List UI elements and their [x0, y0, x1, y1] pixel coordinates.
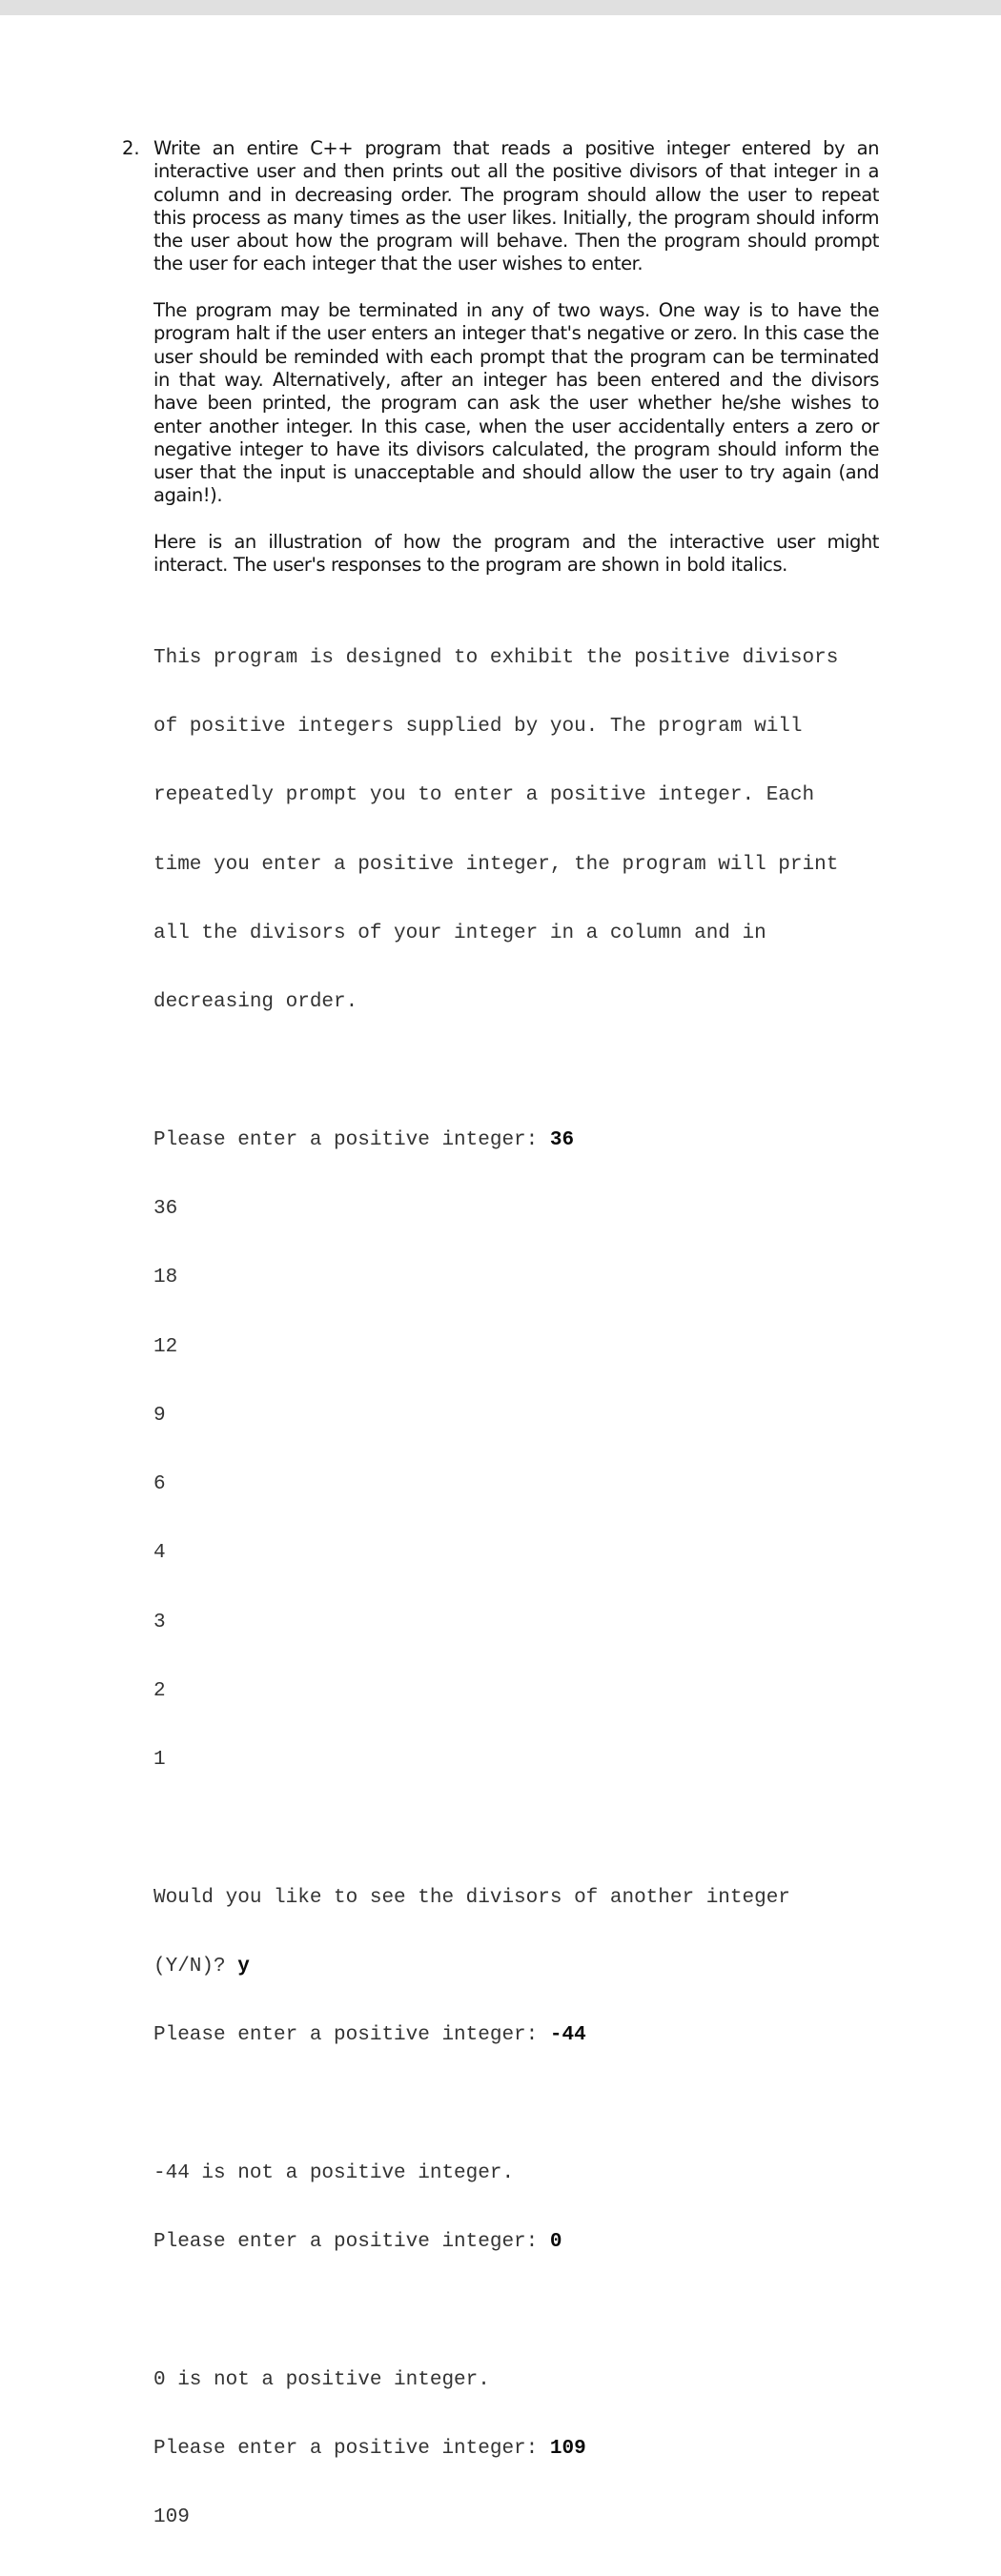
- problem-paragraph-3: Here is an illustration of how the program and the interactive user might interact. The user's responses to the program are shown in bold italics.: [153, 531, 879, 577]
- prompt-text: Please enter a positive integer:: [153, 2438, 550, 2461]
- intro-line: decreasing order.: [153, 991, 358, 1014]
- user-input: y: [237, 1956, 250, 1978]
- user-input: 109: [549, 2438, 586, 2461]
- problem-number: 2.: [122, 137, 140, 159]
- divisor-line: 18: [153, 1267, 178, 1289]
- prompt-text: Please enter a positive integer:: [153, 1128, 550, 1151]
- divisor-line: 2: [153, 1680, 166, 1703]
- intro-line: of positive integers supplied by you. The program will: [153, 716, 803, 739]
- intro-line: all the divisors of your integer in a column and in: [153, 922, 766, 944]
- divisor-line: 109: [153, 2506, 190, 2529]
- transcript-second-run: [153, 1841, 879, 2094]
- user-input: 36: [549, 1128, 575, 1151]
- prompt-line: [153, 2024, 879, 2047]
- transcript-intro: [153, 601, 879, 1061]
- top-bar: [0, 0, 1001, 15]
- prompt-line: [153, 1129, 879, 1152]
- divisor-line: 4: [153, 1542, 166, 1565]
- transcript-error-negative: [153, 2117, 879, 2301]
- prompt-text: Please enter a positive integer:: [153, 2024, 550, 2047]
- intro-line: time you enter a positive integer, the program will print: [153, 853, 839, 876]
- transcript-first-run: [153, 1084, 879, 1818]
- again-question-text: (Y/N)?: [153, 1956, 238, 1978]
- divisor-line: 9: [153, 1404, 166, 1427]
- divisor-line: 6: [153, 1473, 166, 1496]
- error-line: -44 is not a positive integer.: [153, 2162, 515, 2185]
- divisor-line: 12: [153, 1335, 178, 1358]
- transcript-error-zero: [153, 2323, 879, 2576]
- problem-paragraph-1: Write an entire C++ program that reads a positive integer entered by an interactive user and then prints out all the positive divisors of that integer in a column and in decreasing order. The program should allow the user to repeat this process as many times as the user likes. Initially, the program should inform the user about how the program will behave. Then the program should prompt the user for each integer that the user wishes to enter.: [153, 137, 879, 275]
- problem-2: [122, 137, 879, 2576]
- intro-line: This program is designed to exhibit the positive divisors: [153, 646, 839, 669]
- error-line: 0 is not a positive integer.: [153, 2368, 490, 2391]
- divisor-line: 36: [153, 1198, 178, 1221]
- problem-paragraph-2: The program may be terminated in any of two ways. One way is to have the program halt if the user enters an integer that's negative or zero. In this case the user should be reminded with each prompt that the program can be terminated in that way. Alternatively, after an integer has been entered and the divisors have been printed, the program can ask the user whether he/she wishes to enter another integer. In this case, when the user accidentally enters a zero or negative integer to have its divisors calculated, the program should inform the user that the input is unacceptable and should allow the user to try again (and again!).: [153, 299, 879, 507]
- again-question-line: [153, 1956, 879, 1978]
- intro-line: repeatedly prompt you to enter a positive integer. Each: [153, 784, 815, 807]
- divisor-line: 3: [153, 1611, 166, 1633]
- again-question-line: Would you like to see the divisors of another integer: [153, 1886, 790, 1909]
- user-input: -44: [549, 2024, 586, 2047]
- prompt-text: Please enter a positive integer:: [153, 2231, 550, 2254]
- divisor-line: 1: [153, 1749, 166, 1772]
- prompt-line: [153, 2438, 879, 2461]
- user-input: 0: [549, 2231, 562, 2254]
- prompt-line: [153, 2231, 879, 2254]
